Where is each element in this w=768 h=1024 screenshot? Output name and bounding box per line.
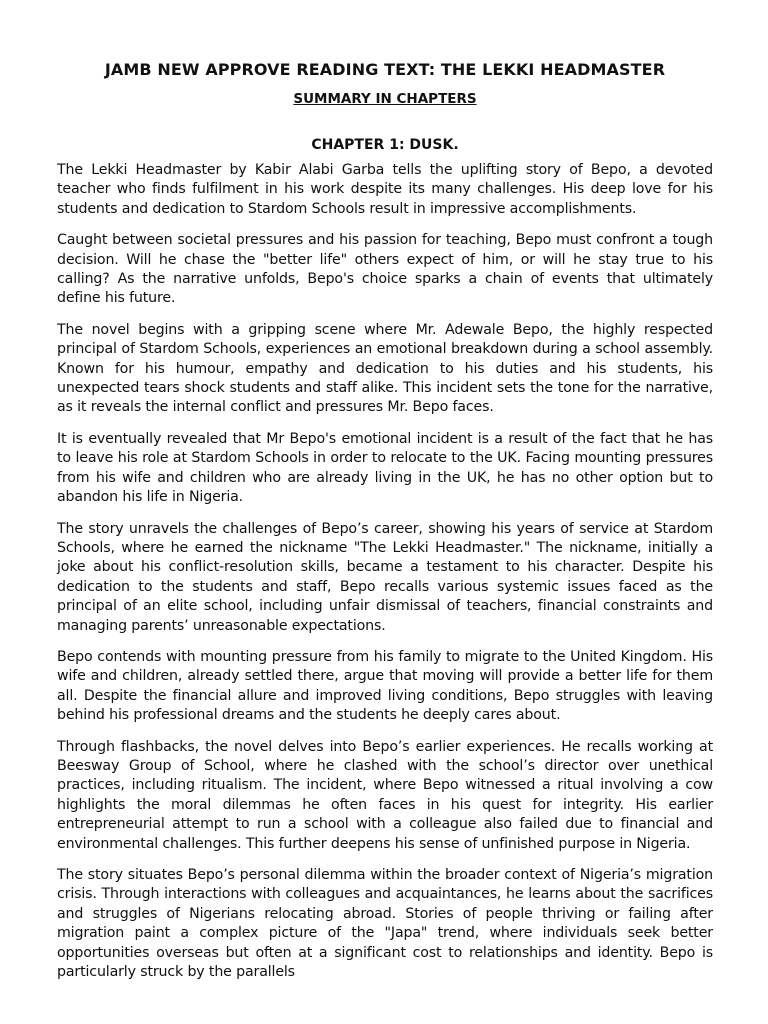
chapter-body xyxy=(57,161,713,982)
document-subtitle: SUMMARY IN CHAPTERS xyxy=(293,91,477,107)
paragraph-3: The novel begins with a gripping scene where Mr. Adewale Bepo, the highly respected principal of Stardom Schools, experiences an emotional breakdown during a school assembly. Known for his humour, empathy and dedication to his duties and his students, his unexpected tears shock students and staff alike. This incident sets the tone for the narrative, as it reveals the internal conflict and pressures Mr. Bepo faces. xyxy=(57,321,713,416)
document-title: JAMB NEW APPROVE READING TEXT: THE LEKKI HEADMASTER xyxy=(104,60,666,79)
chapter-heading: CHAPTER 1: DUSK. xyxy=(311,137,459,153)
paragraph-6: Bepo contends with mounting pressure from his family to migrate to the United Kingdom. His wife and children, already settled there, argue that moving will provide a better life for them all. Despite the financial allure and improved living conditions, Bepo struggles with leaving behind his professional dreams and the students he deeply cares about. xyxy=(57,648,713,724)
paragraph-8: The story situates Bepo’s personal dilemma within the broader context of Nigeria’s migration crisis. Through interactions with colleagues and acquaintances, he learns about the sacrifices and struggles of Nigerians relocating abroad. Stories of people thriving or failing after migration paint a complex picture of the "Japa" trend, where individuals seek better opportunities overseas but often at a significant cost to relationships and identity. Bepo is particularly struck by the parallels xyxy=(57,867,713,981)
document-page xyxy=(57,58,713,994)
paragraph-2: Caught between societal pressures and his passion for teaching, Bepo must confront a tough decision. Will he chase the "better life" others expect of him, or will he stay true to his calling? As the narrative unfolds, Bepo's choice sparks a chain of events that ultimately define his future. xyxy=(57,232,713,307)
paragraph-5: The story unravels the challenges of Bepo’s career, showing his years of service at Stardom Schools, where he earned the nickname "The Lekki Headmaster." The nickname, initially a joke about his conflict-resolution skills, became a testament to his character. Despite his dedication to the students and staff, Bepo recalls various systemic issues faced as the principal of an elite school, including unfair dismissal of teachers, financial constraints and managing parents’ unreasonable expectations. xyxy=(57,520,713,634)
paragraph-1: The Lekki Headmaster by Kabir Alabi Garba tells the uplifting story of Bepo, a devoted teacher who finds fulfilment in his work despite its many challenges. His deep love for his students and dedication to Stardom Schools result in impressive accomplishments. xyxy=(57,162,713,217)
paragraph-7: Through flashbacks, the novel delves into Bepo’s earlier experiences. He recalls working at Beesway Group of School, where he clashed with the school’s director over unethical practices, including ritualism. The incident, where Bepo witnessed a ritual involving a cow highlights the moral dilemmas he often faces in his quest for integrity. His earlier entrepreneurial attempt to run a school with a colleague also failed due to financial and environmental challenges. This further deepens his sense of unfinished purpose in Nigeria. xyxy=(57,738,713,852)
paragraph-4: It is eventually revealed that Mr Bepo's emotional incident is a result of the fact that he has to leave his role at Stardom Schools in order to relocate to the UK. Facing mounting pressures from his wife and children who are already living in the UK, he has no other option but to abandon his life in Nigeria. xyxy=(57,430,713,506)
